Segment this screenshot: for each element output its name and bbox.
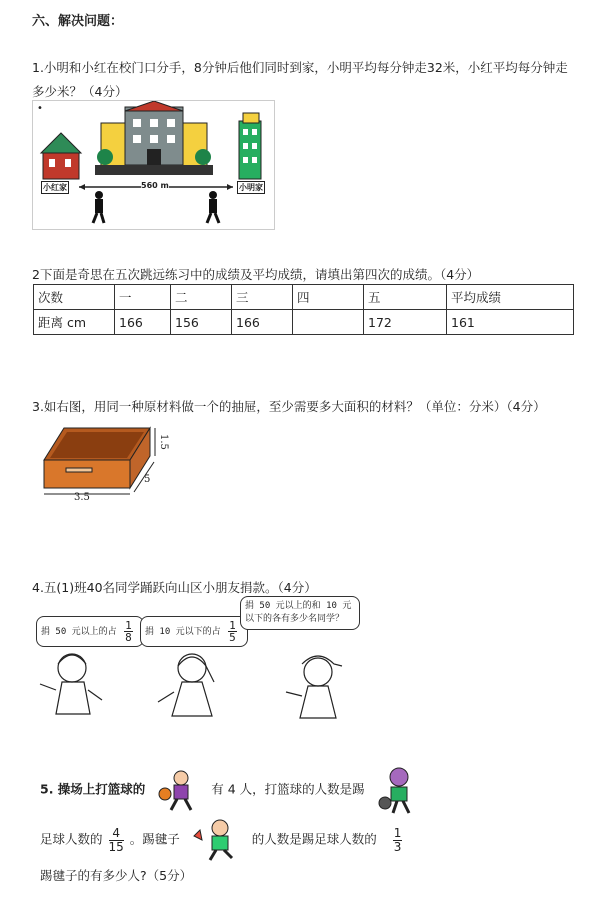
q3-text: 3.如右图，用同一种原材料做一个的抽屉，至少需要多大面积的材料？（单位：分米）（4分）	[32, 399, 546, 414]
drawer-handle	[66, 468, 92, 472]
walking-child-right-icon	[207, 191, 219, 223]
left-house-icon	[41, 133, 81, 179]
header-cell: 五	[364, 285, 447, 310]
table-cell: 166	[115, 310, 171, 335]
boy-with-cap-icon	[286, 656, 342, 718]
q5-text-a: 5. 操场上打篮球的	[40, 781, 146, 797]
drawer-box-illustration	[40, 420, 170, 504]
table-cell: 156	[171, 310, 232, 335]
table-header-row	[34, 285, 574, 310]
header-cell: 一	[115, 285, 171, 310]
q5-fraction-2: $\frac{1}{3}$	[393, 825, 402, 854]
table-cell-blank	[293, 310, 364, 335]
length-label: 3.5	[74, 492, 90, 503]
right-house-icon	[239, 113, 261, 179]
table-cell: 161	[447, 310, 574, 335]
walking-child-left-icon	[93, 191, 104, 223]
q1-text-line1: 1.小明和小红在校门口分手，8分钟后他们同时到家，小明平均每分钟走32米，小红平均每分钟走	[32, 60, 568, 75]
q5-fraction-1: $\frac{4}{15}$	[108, 825, 124, 854]
header-cell: 次数	[34, 285, 115, 310]
soccer-player-icon	[375, 765, 421, 815]
scores-table	[33, 284, 574, 335]
q5-text-e: 的人数是踢足球人数的	[251, 831, 377, 847]
q2-text: 2下面是奇思在五次跳远练习中的成绩及平均成绩，请填出第四次的成绩。（4分）	[32, 267, 480, 282]
table-cell: 166	[232, 310, 293, 335]
q1-figure	[32, 100, 275, 230]
children-illustration	[32, 644, 362, 726]
q5-line2	[40, 818, 404, 862]
header-cell: 三	[232, 285, 293, 310]
shuttlecock-kicker-icon	[190, 818, 242, 862]
q1-text-line2: 多少米？（4分）	[32, 84, 128, 99]
q5-line1	[40, 765, 421, 815]
boy-icon	[40, 654, 102, 714]
drawer-figure	[40, 420, 170, 504]
bubble1-fraction: $\frac{1}{8}$	[125, 619, 132, 644]
bubble2-fraction: $\frac{1}{5}$	[229, 619, 236, 644]
right-home-label: 小明家	[239, 183, 263, 192]
bubble1-text: 捐 50 元以上的占	[41, 627, 117, 637]
q5-line3: 踢毽子的有多少人?（5分）	[40, 868, 193, 883]
school-building-icon	[95, 101, 213, 175]
speech-bubble-3	[240, 596, 360, 630]
bubble2-text: 捐 10 元以下的占	[145, 627, 221, 637]
width-label: 5	[144, 474, 151, 485]
girl-icon	[158, 654, 214, 716]
q5-text-b: 有 4 人，打篮球的人数是踢	[211, 781, 365, 797]
q4-text: 4.五(1)班40名同学踊跃向山区小朋友捐款。（4分）	[32, 580, 317, 595]
q5-text-d: 。踢毽子	[129, 831, 180, 847]
table-cell: 172	[364, 310, 447, 335]
header-cell: 平均成绩	[447, 285, 574, 310]
basketball-player-icon	[155, 768, 201, 812]
speech-bubble-1	[36, 616, 144, 647]
left-home-label: 小红家	[43, 183, 67, 192]
q5-text-c: 足球人数的	[40, 831, 103, 847]
table-cell: 距离 cm	[34, 310, 115, 335]
figure-dot: •	[37, 103, 43, 114]
header-cell: 二	[171, 285, 232, 310]
section-title: 六、解决问题：	[32, 14, 124, 29]
speech-bubble-2	[140, 616, 248, 647]
school-route-illustration	[33, 101, 274, 229]
table-row	[34, 310, 574, 335]
distance-label: 560 m	[141, 181, 169, 190]
height-label: 1.5	[158, 434, 169, 450]
header-cell: 四	[293, 285, 364, 310]
q4-figure	[32, 596, 362, 726]
bubble3-line2: 以下的各有多少名同学？	[245, 614, 345, 624]
bubble3-line1: 捐 50 元以上的和 10 元	[245, 601, 352, 611]
